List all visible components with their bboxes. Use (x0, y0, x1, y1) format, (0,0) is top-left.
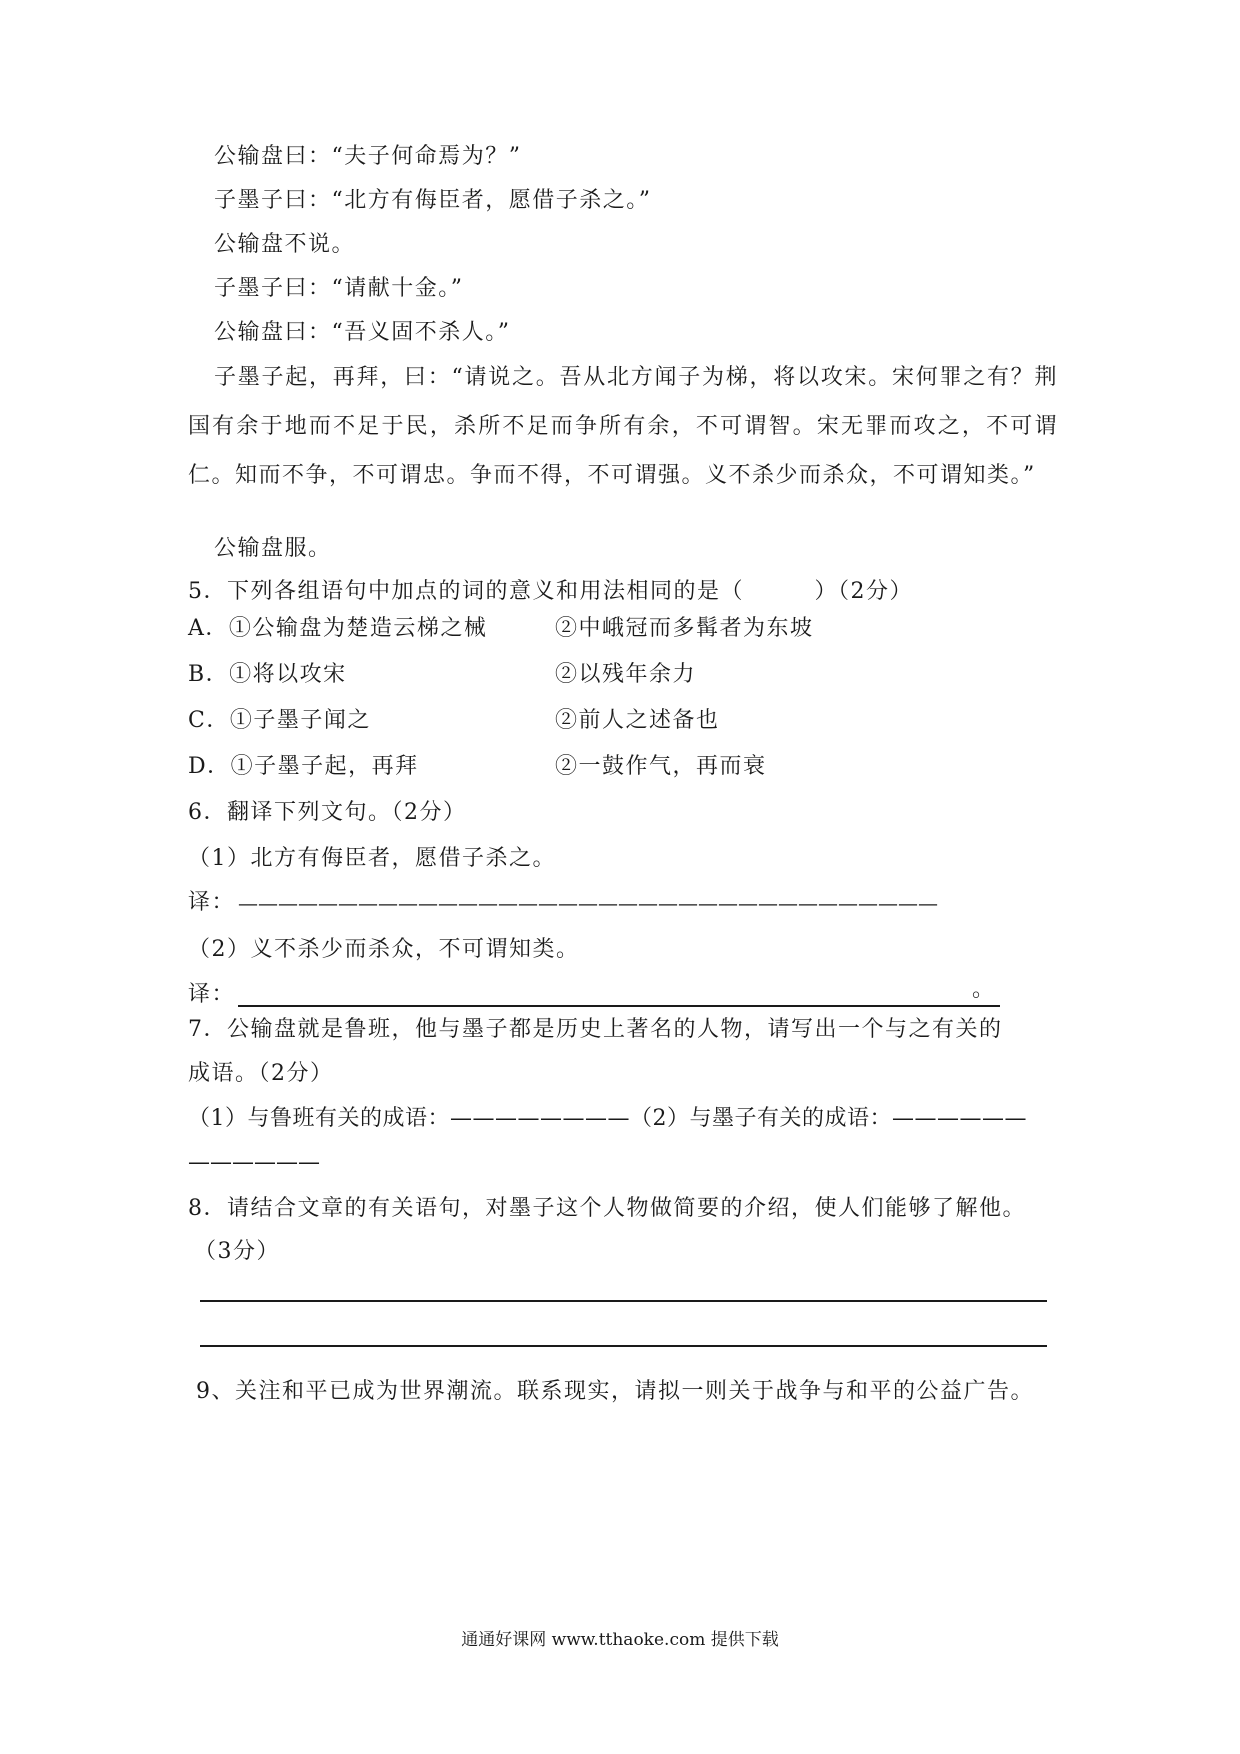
q6-sentence-2: （2）义不杀少而杀众，不可谓知类。 (188, 937, 580, 962)
q7-answers[interactable]: （1）与鲁班有关的成语：————————（2）与墨子有关的成语：—————— (188, 1106, 1027, 1131)
passage-line-1: 公输盘曰：“夫子何命焉为？” (214, 144, 522, 169)
q5-option-b-second: ②以残年余力 (555, 662, 697, 687)
q8-score: （3分） (194, 1239, 280, 1264)
q5-option-b: B．①将以攻宋 (188, 662, 347, 687)
q5-stem: 5．下列各组语句中加点的词的意义和用法相同的是（ ）（2分） (188, 579, 913, 604)
q8-answer-line-1[interactable] (200, 1300, 1047, 1302)
q6-stem: 6．翻译下列文句。（2分） (188, 800, 467, 825)
q6-translate-label-2: 译： (188, 982, 236, 1007)
q6-answer-dashes-1[interactable]: ——————————————————————————————————— (238, 891, 938, 915)
q6-answer-end-period: 。 (972, 977, 996, 1002)
q5-option-d-second: ②一鼓作气，再而衰 (555, 754, 767, 779)
q6-answer-line-2[interactable] (238, 1005, 1000, 1007)
q7-stem-line-2: 成语。（2分） (188, 1061, 334, 1086)
passage-paragraph: 子墨子起，再拜，曰：“请说之。吾从北方闻子为梯，将以攻宋。宋何罪之有？荆国有余于地而不足于民，杀所不足而争所有余，不可谓智。宋无罪而攻之，不可谓仁。知而不争，不可谓忠。争而不得，不可谓强。义不杀少而杀众，不可谓知类。” (188, 365, 1058, 488)
passage-line-4: 子墨子曰：“请献十金。” (214, 276, 464, 301)
q7-answers-continued[interactable]: —————— (188, 1150, 320, 1175)
q9-stem: 9、关注和平已成为世界潮流。联系现实，请拟一则关于战争与和平的公益广告。 (196, 1379, 1034, 1404)
q8-stem: 8．请结合文章的有关语句，对墨子这个人物做简要的介绍，使人们能够了解他。 (188, 1196, 1026, 1221)
q5-option-a: A．①公输盘为楚造云梯之械 (188, 616, 488, 641)
q5-option-a-second: ②中峨冠而多髯者为东坡 (555, 616, 814, 641)
q6-sentence-1: （1）北方有侮臣者，愿借子杀之。 (188, 846, 556, 871)
passage-line-5: 公输盘曰：“吾义固不杀人。” (214, 320, 511, 345)
q5-option-d: D．①子墨子起，再拜 (188, 754, 419, 779)
q5-option-c-second: ②前人之述备也 (555, 708, 720, 733)
q5-option-c: C．①子墨子闻之 (188, 708, 371, 733)
passage-line-7: 公输盘服。 (214, 536, 332, 561)
q8-answer-line-2[interactable] (200, 1345, 1047, 1347)
q6-translate-label-1: 译： (188, 890, 236, 915)
q7-stem-line-1: 7．公输盘就是鲁班，他与墨子都是历史上著名的人物，请写出一个与之有关的 (188, 1017, 1003, 1042)
page-footer: 通通好课网 www.tthaoke.com 提供下载 (461, 1630, 779, 1650)
passage-line-2: 子墨子曰：“北方有侮臣者，愿借子杀之。” (214, 188, 652, 213)
passage-line-3: 公输盘不说。 (214, 232, 356, 257)
